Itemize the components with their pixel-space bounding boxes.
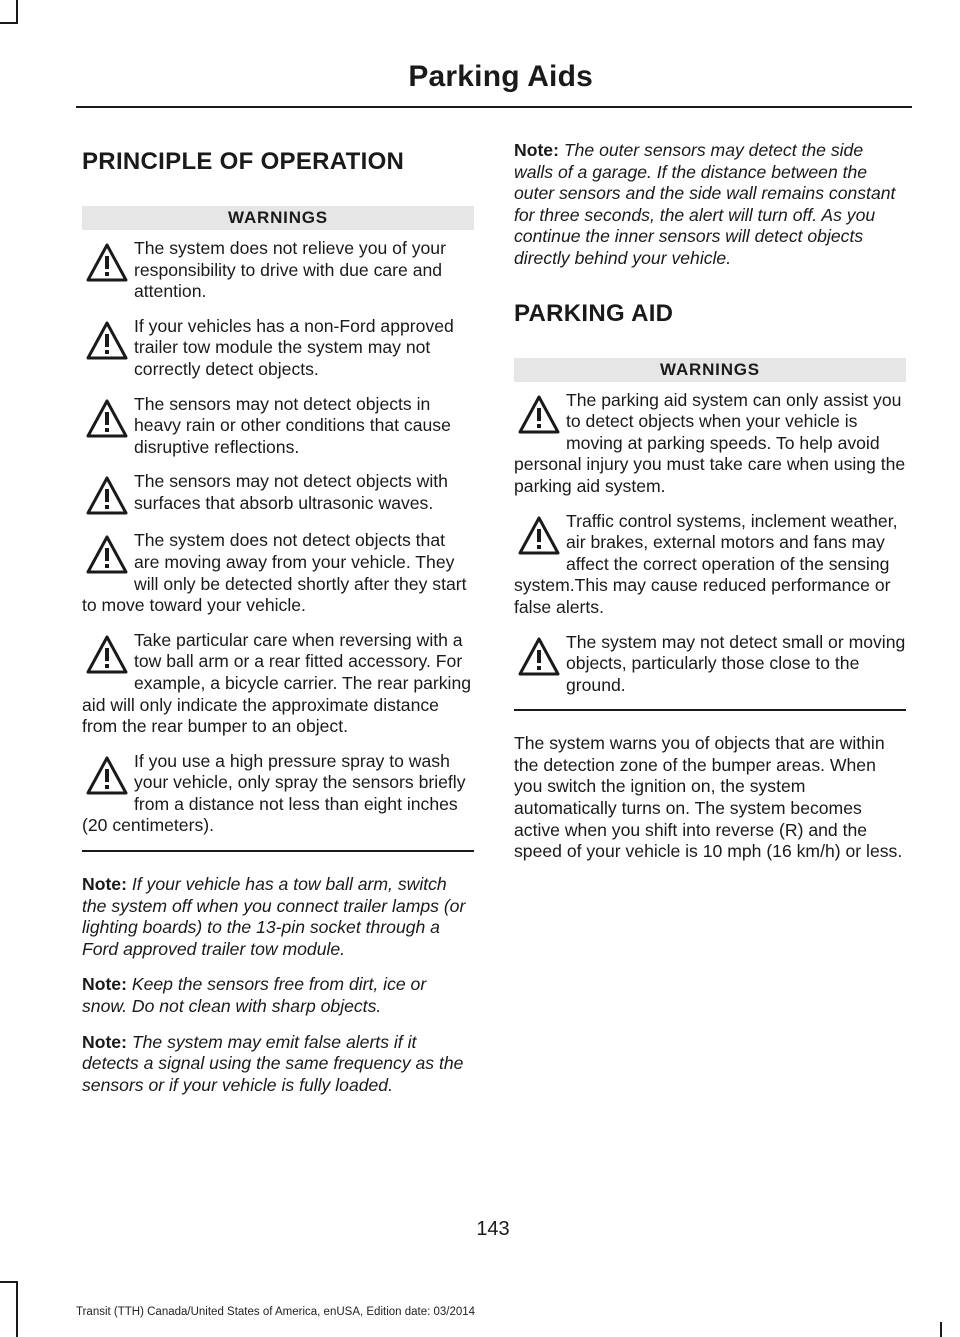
warnings-bar: WARNINGS [82, 206, 474, 230]
heading-principle-of-operation: PRINCIPLE OF OPERATION [82, 148, 405, 175]
page-number: 143 [476, 1218, 510, 1240]
warning-triangle-icon [86, 634, 128, 676]
note-label: Note: [514, 140, 559, 160]
note-text: If your vehicle has a tow ball arm, switch the system off when you connect trailer lamps (or lighting boards) to the 13-pin socket through a Ford approved trailer tow module. [82, 874, 466, 959]
warning-text: If your vehicles has a non-Ford approved trailer tow module the system may not correctly detect objects. [134, 315, 454, 379]
note [514, 140, 906, 270]
warning-triangle-icon [518, 636, 560, 678]
warning-item [82, 316, 474, 381]
warning-triangle-icon [86, 320, 128, 362]
section-title-header: Parking Aids [408, 60, 593, 93]
warning-triangle-icon [86, 398, 128, 440]
warning-text: The system does not detect objects that are moving away from your vehicle. They will only be detected shortly after they start to move toward your vehicle. [82, 530, 467, 616]
footer-edition: Transit (TTH) Canada/United States of America, enUSA, Edition date: 03/2014 [76, 1306, 476, 1318]
warnings-end-rule [82, 850, 474, 852]
warning-text: The parking aid system can only assist you to detect objects when your vehicle is moving at parking speeds. To help avoid personal injury you must take care when using the parking aid system. [514, 389, 906, 496]
warning-item [514, 511, 906, 619]
warning-text: The system does not relieve you of your responsibility to drive with due care and attention. [134, 238, 446, 302]
warning-triangle-icon [86, 534, 128, 576]
warning-text: Take particular care when reversing with a tow ball arm or a rear fitted accessory. For example, a bicycle carrier. The rear parking aid will only indicate the approximate distance from the rear bumper to an object. [82, 629, 472, 737]
warnings-end-rule [514, 709, 906, 711]
warning-item [514, 390, 906, 498]
warning-triangle-icon [518, 515, 560, 557]
header-rule [76, 106, 912, 108]
warning-text: The system may not detect small or moving objects, particularly those close to the ground. [566, 631, 906, 695]
warning-item [82, 630, 474, 738]
note-label: Note: [82, 874, 127, 895]
crop-mark [0, 1281, 18, 1283]
warning-item [514, 632, 906, 697]
note-label: Note: [82, 1031, 127, 1052]
warning-item [82, 238, 474, 303]
warning-item [82, 394, 474, 459]
right-column [514, 140, 906, 863]
note [82, 974, 474, 1017]
warning-item [82, 530, 474, 616]
crop-mark [0, 22, 18, 24]
warning-item [82, 751, 474, 837]
note-text: The system may emit false alerts if it detects a signal using the same frequency as the sensors or if your vehicle is fully loaded. [82, 1031, 464, 1095]
note [82, 874, 474, 960]
crop-mark [16, 0, 18, 22]
warning-text: The sensors may not detect objects in heavy rain or other conditions that cause disruptive reflections. [134, 393, 451, 457]
warning-text: The sensors may not detect objects with surfaces that absorb ultrasonic waves. [134, 471, 448, 513]
warning-item [82, 471, 474, 517]
crop-mark [940, 1322, 942, 1337]
warning-triangle-icon [86, 242, 128, 284]
warning-text: If you use a high pressure spray to wash your vehicle, only spray the sensors briefly from a distance not less than eight inches (20 centimeters). [82, 750, 466, 836]
warning-triangle-icon [86, 755, 128, 797]
note-text: Keep the sensors free from dirt, ice or snow. Do not clean with sharp objects. [82, 974, 427, 1017]
note-text: The outer sensors may detect the side walls of a garage. If the distance between the outer sensors and the side wall remains constant for three seconds, the alert will turn off. As you continue the inner sensors will detect objects directly behind your vehicle. [514, 140, 896, 268]
warning-triangle-icon [518, 394, 560, 436]
crop-mark [16, 1281, 18, 1337]
note [82, 1032, 474, 1097]
heading-parking-aid: PARKING AID [514, 299, 674, 327]
note-label: Note: [82, 974, 127, 995]
warning-text: Traffic control systems, inclement weather, air brakes, external motors and fans may affect the correct operation of the sensing system.This may cause reduced performance or false alerts. [514, 510, 898, 617]
body-paragraph: The system warns you of objects that are within the detection zone of the bumper areas. When you switch the ignition on, the system automatically turns on. The system becomes active when you shift into reverse (R) and the speed of your vehicle is 10 mph (16 km/h) or less. [514, 733, 903, 862]
left-column [82, 140, 474, 1110]
warnings-bar: WARNINGS [514, 358, 906, 382]
warning-triangle-icon [86, 475, 128, 517]
